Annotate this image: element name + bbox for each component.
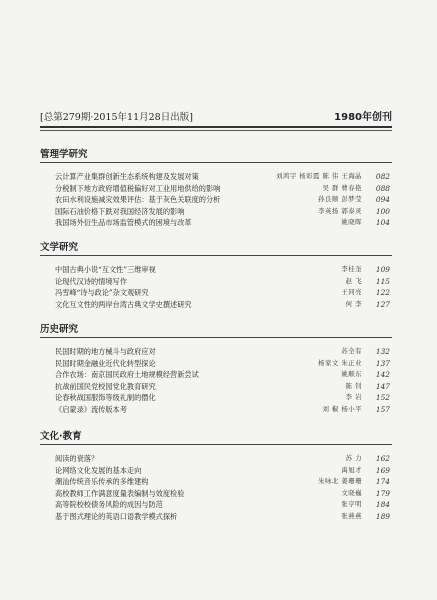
entry-title: 潮汕传统音乐传承的多维建构 [55,477,149,487]
entry-page: 189 [375,511,390,521]
entry-authors: 李桂奎 [341,265,362,273]
entry-page: 179 [375,488,390,498]
entry-page: 132 [375,347,390,356]
entry-authors: 李 岩 [345,393,362,402]
entry-page: 082 [375,172,390,181]
section-history [40,323,392,416]
entry-page: 088 [375,183,390,193]
entry-authors: 姚晓晖 [341,218,362,227]
toc-entry[interactable] [40,488,392,500]
entry-title: 《启蒙录》流传版本考 [55,404,127,414]
entry-authors: 吴 群 曹春艳 [322,183,362,192]
entry-title: 冯雪峰“诗与政论”杂文观研究 [55,288,149,298]
toc-entry[interactable] [40,276,392,288]
entry-title: 论现代汉诗的情境写作 [55,276,127,286]
section-literature [40,241,392,310]
header-rule-thick [40,126,392,128]
entry-title: 民国时期的地方械斗与政府应对 [55,347,156,356]
entry-page: 137 [375,358,390,368]
toc-entry[interactable] [40,264,392,276]
entry-page: 184 [375,500,390,510]
section-title: 历史研究 [40,323,392,338]
entry-authors: 苏 力 [345,454,362,462]
section-title: 管理学研究 [40,148,392,163]
entry-page: 147 [375,381,390,391]
entry-authors: 刘鸿宇 杨彩霞 陈 伟 王海晶 [276,172,362,180]
entry-title: 高校教师工作满意度量表编制与效度检验 [55,488,185,498]
entry-page: 104 [375,218,390,228]
entry-page: 109 [375,265,390,274]
entry-page: 115 [375,276,390,286]
entry-page: 157 [375,404,390,414]
toc-entry[interactable] [40,465,392,477]
entry-page: 142 [375,370,390,380]
entry-authors: 孙良顺 彭梦莹 [318,195,362,204]
section-title: 文化·教育 [40,430,392,445]
entry-authors: 张亨明 [341,500,362,509]
entry-authors: 陈 钊 [345,381,362,390]
entry-authors: 何 李 [345,299,362,308]
section-management [40,148,392,229]
section-culture-education [40,430,392,523]
entry-authors: 张燕燕 [341,511,362,520]
toc-entry[interactable] [40,476,392,488]
entry-page: 100 [375,206,390,216]
entry-title: 阅读的衰落？ [55,454,99,463]
entry-page: 094 [375,195,390,205]
entry-authors: 刘 椒 杨小平 [322,404,362,413]
entry-title: 我国场外衍生品市场监管模式的困境与改革 [55,218,192,228]
entry-authors: 朱咏北 姜珊珊 [318,477,362,486]
entry-page: 127 [375,299,390,309]
entry-authors: 文晓巍 [341,488,362,497]
entry-title: 云计算产业集群创新生态系统构建及发展对策 [55,172,199,181]
toc-entry[interactable] [40,381,392,393]
toc-entry[interactable] [40,404,392,416]
toc-entry[interactable] [40,392,392,404]
entry-list [40,346,392,416]
entry-authors: 王同亮 [341,288,362,297]
header-rule-thin [40,130,392,131]
entry-list [40,264,392,310]
entry-page: 162 [375,454,390,463]
entry-authors: 李英扬 郭泰灵 [318,206,362,215]
entry-authors: 苏全有 [341,347,362,355]
toc-entry[interactable] [40,171,392,183]
entry-authors: 姚顺东 [341,370,362,379]
toc-entry[interactable] [40,346,392,358]
entry-page: 169 [375,465,390,475]
founded-year: 1980年创刊 [334,112,392,123]
toc-entry[interactable] [40,453,392,465]
entry-title: 抗战前国民党校园党化教育研究 [55,381,156,391]
toc-entry[interactable] [40,217,392,229]
section-title: 文学研究 [40,241,392,256]
toc-entry[interactable] [40,206,392,218]
entry-title: 论春秋战国服饰等级礼制的僭化 [55,393,156,403]
entry-title: 中国古典小说“互文性”三维审视 [55,265,156,274]
entry-list [40,453,392,523]
toc-entry[interactable] [40,369,392,381]
entry-list [40,171,392,229]
entry-page: 122 [375,288,390,298]
entry-authors: 赵 飞 [345,276,362,285]
entry-title: 合作农场：南京国民政府土地规模经营新尝试 [55,370,199,380]
entry-title: 分税制下地方政府增值税偏好对工业用地供给的影响 [55,183,221,193]
toc-entry[interactable] [40,358,392,370]
toc-entry[interactable] [40,194,392,206]
issue-info: [总第279期·2015年11月28日出版] [40,112,193,123]
entry-page: 152 [375,393,390,403]
toc-entry[interactable] [40,299,392,311]
entry-title: 民国时期金融业近代化转型探论 [55,358,156,368]
entry-page: 174 [375,477,390,487]
entry-title: 国际石油价格下跌对我国经济发展的影响 [55,206,185,216]
entry-title: 农田水利设施减灾效果评估：基于灰色关联度的分析 [55,195,221,205]
toc-entry[interactable] [40,287,392,299]
entry-title: 基于图式理论的英语口语教学模式探析 [55,511,178,521]
entry-authors: 杨家文 朱正业 [318,358,362,367]
toc-entry[interactable] [40,499,392,511]
issue-line [40,110,392,126]
entry-authors: 禹旭才 [341,465,362,474]
entry-title: 高等院校校债务风险的成因与防范 [55,500,163,510]
entry-title: 文化互文性的两岸台湾古典文学史撰述研究 [55,299,192,309]
toc-entry[interactable] [40,511,392,523]
toc-entry[interactable] [40,183,392,195]
entry-title: 论网络文化发展的基本走向 [55,465,142,475]
